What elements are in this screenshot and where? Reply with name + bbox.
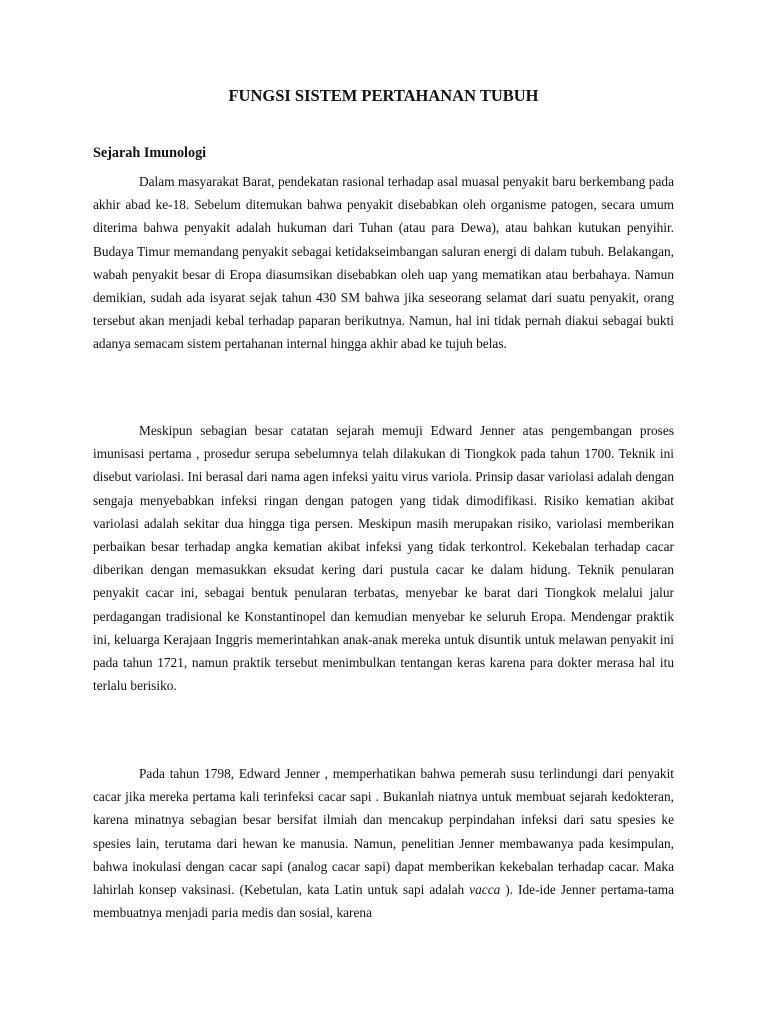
paragraph-3: [93, 762, 674, 924]
paragraph-3-text-b: ). Ide-ide Jenner pertama-tama membuatnya menjadi paria medis dan sosial, karena: [93, 882, 674, 921]
document-title: FUNGSI SISTEM PERTAHANAN TUBUH: [228, 86, 539, 105]
paragraph-2: Meskipun sebagian besar catatan sejarah memuji Edward Jenner atas pengembangan proses imunisasi pertama , prosedur serupa sebelumnya telah dilakukan di Tiongkok pada tahun 1700. Teknik ini disebut variolasi. Ini berasal dari nama agen infeksi yaitu virus variola. Prinsip dasar variolasi adalah dengan sengaja menyebabkan infeksi ringan dengan patogen yang tidak dimodifikasi. Risiko kematian akibat variolasi adalah sekitar dua hingga tiga persen. Meskipun masih merupakan risiko, variolasi memberikan perbaikan besar terhadap angka kematian akibat infeksi yang tidak terkontrol. Kekebalan terhadap cacar diberikan dengan memasukkan eksudat kering dari pustula cacar ke dalam hidung. Teknik penularan penyakit cacar ini, sebagai bentuk penularan terbatas, menyebar ke barat dari Tiongkok melalui jalur perdagangan tradisional ke Konstantinopel dan kemudian menyebar ke seluruh Eropa. Mendengar praktik ini, keluarga Kerajaan Inggris memerintahkan anak-anak mereka untuk disuntik untuk melawan penyakit ini pada tahun 1721, namun praktik tersebut menimbulkan tentangan keras karena para dokter merasa hal itu terlalu berisiko.: [93, 423, 674, 694]
paragraph-3-text-a: Pada tahun 1798, Edward Jenner , memperhatikan bahwa pemerah susu terlindungi dari penyakit cacar jika mereka pertama kali terinfeksi cacar sapi . Bukanlah niatnya untuk membuat sejarah kedokteran, karena minatnya sebagian besar bersifat ilmiah dan mencakup perpindahan infeksi dari satu spesies ke spesies lain, terutama dari hewan ke manusia. Namun, penelitian Jenner membawanya pada kesimpulan, bahwa inokulasi dengan cacar sapi (analog cacar sapi) dapat memberikan kekebalan terhadap cacar. Maka lahirlah konsep vaksinasi. (Kebetulan, kata Latin untuk sapi adalah: [93, 766, 674, 898]
section-heading: Sejarah Imunologi: [93, 145, 207, 161]
paragraph-3-latin-term: vacca: [469, 882, 501, 898]
paragraph-1: Dalam masyarakat Barat, pendekatan rasional terhadap asal muasal penyakit baru berkembang pada akhir abad ke-18. Sebelum ditemukan bahwa penyakit disebabkan oleh organisme patogen, secara umum diterima bahwa penyakit adalah hukuman dari Tuhan (atau para Dewa), atau bahkan kutukan penyihir. Budaya Timur memandang penyakit sebagai ketidakseimbangan saluran energi di dalam tubuh. Belakangan, wabah penyakit besar di Eropa diasumsikan disebabkan oleh uap yang mematikan atau berbahaya. Namun demikian, sudah ada isyarat sejak tahun 430 SM bahwa jika seseorang selamat dari suatu penyakit, orang tersebut akan menjadi kebal terhadap paparan berikutnya. Namun, hal ini tidak pernah diakui sebagai bukti adanya semacam sistem pertahanan internal hingga akhir abad ke tujuh belas.: [93, 174, 674, 352]
